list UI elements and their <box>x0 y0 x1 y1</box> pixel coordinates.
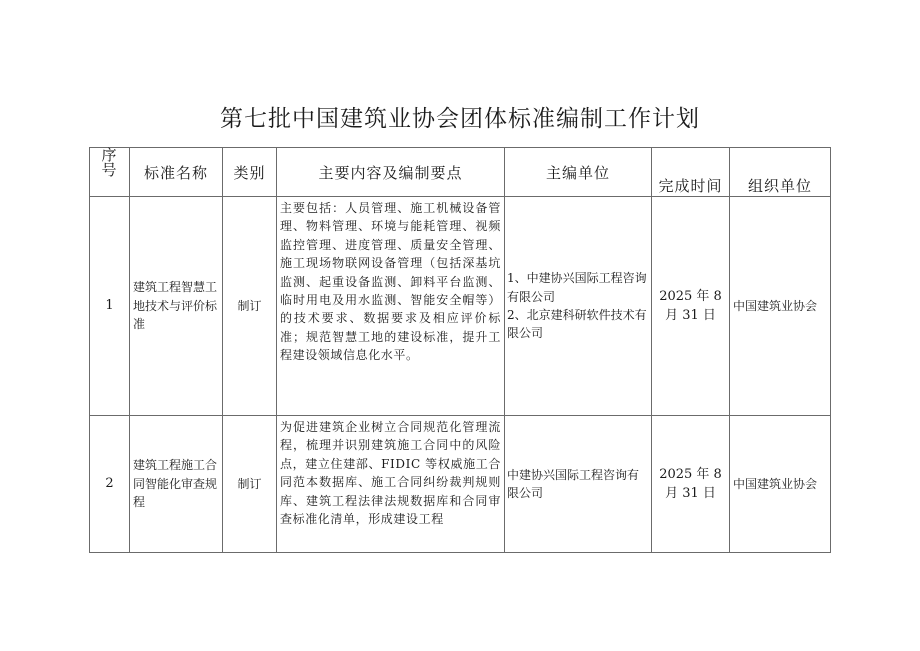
cell-content: 主要包括：人员管理、施工机械设备管理、物料管理、环境与能耗管理、视频监控管理、进度管理、质量安全管理、施工现场物联网设备管理（包括深基坑监测、起重设备监测、卸料平台监测、临时用电及用水监测、智能安全帽等）的技术要求、数据要求及相应评价标准；规范智慧工地的建设标准，提升工程建设领域信息化水平。 <box>277 197 505 416</box>
cell-org: 中国建筑业协会 <box>730 416 831 553</box>
cell-content: 为促进建筑企业树立合同规范化管理流程，梳理并识别建筑施工合同中的风险点，建立住建部、FIDIC 等权威施工合同范本数据库、施工合同纠纷裁判规则库、建筑工程法律法规数据库和合同审查标准化清单，形成建设工程 <box>277 416 505 553</box>
table-row <box>90 197 831 416</box>
header-content: 主要内容及编制要点 <box>277 148 505 197</box>
cell-time: 2025 年 8 月 31 日 <box>652 416 730 553</box>
page-title: 第七批中国建筑业协会团体标准编制工作计划 <box>220 106 700 132</box>
cell-seq: 2 <box>90 416 130 553</box>
standards-plan-table <box>89 147 831 553</box>
header-unit: 主编单位 <box>505 148 652 197</box>
cell-type: 制订 <box>223 416 277 553</box>
cell-type: 制订 <box>223 197 277 416</box>
cell-unit: 1、中建协兴国际工程咨询有限公司 2、北京建科研软件技术有限公司 <box>505 197 652 416</box>
header-time: 完成时间 <box>652 148 730 197</box>
cell-unit: 中建协兴国际工程咨询有限公司 <box>505 416 652 553</box>
table-row <box>90 416 831 553</box>
header-org: 组织单位 <box>730 148 831 197</box>
cell-seq: 1 <box>90 197 130 416</box>
header-name: 标准名称 <box>130 148 223 197</box>
cell-name: 建筑工程智慧工地技术与评价标准 <box>130 197 223 416</box>
cell-org: 中国建筑业协会 <box>730 197 831 416</box>
table-header-row <box>90 148 831 197</box>
header-type: 类别 <box>223 148 277 197</box>
header-seq: 序 号 <box>90 148 130 197</box>
cell-name: 建筑工程施工合同智能化审查规程 <box>130 416 223 553</box>
cell-time: 2025 年 8 月 31 日 <box>652 197 730 416</box>
